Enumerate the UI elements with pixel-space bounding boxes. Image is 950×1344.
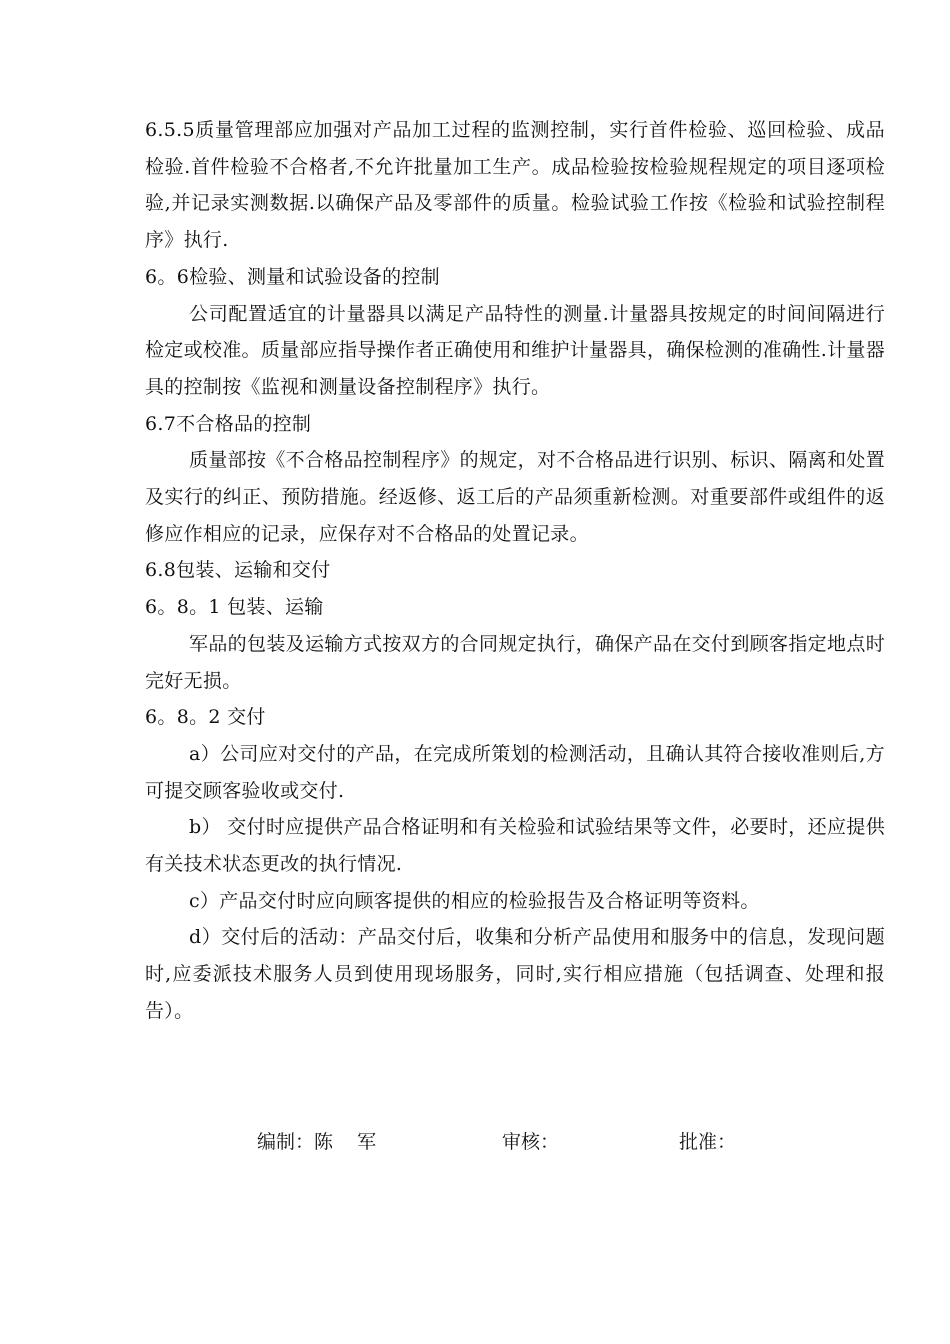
heading-6-8-2: 6。8。2 交付: [145, 706, 266, 729]
heading-6-6: 6。6检验、测量和试验设备的控制: [145, 265, 440, 288]
reviewed-by-label: 审核：: [502, 1131, 560, 1153]
paragraph-item-a: a）公司应对交付的产品，在完成所策划的检测活动，且确认其符合接收准则后,方可提交顾客验收或交付.: [145, 742, 885, 802]
heading-6-8: 6.8包装、运输和交付: [145, 559, 331, 582]
heading-6-7: 6.7不合格品的控制: [145, 412, 312, 435]
heading-6-8-1: 6。8。1 包装、运输: [145, 596, 324, 619]
paragraph-item-d: d）交付后的活动：产品交付后，收集和分析产品使用和服务中的信息，发现问题时,应委派技术服务人员到使用现场服务，同时,实行相应措施（包括调查、处理和报告）。: [145, 926, 885, 1022]
paragraph-6-7-body: 质量部按《不合格品控制程序》的规定，对不合格品进行识别、标识、隔离和处置及实行的纠正、预防措施。经返修、返工后的产品须重新检测。对重要部件或组件的返修应作相应的记录，应保存对不合格品的处置记录。: [145, 449, 885, 545]
paragraph-item-b: b） 交付时应提供产品合格证明和有关检验和试验结果等文件，必要时，还应提供有关技术状态更改的执行情况.: [145, 816, 885, 876]
signature-row: [0, 1124, 950, 1160]
paragraph-6-5-5: 6.5.5质量管理部应加强对产品加工过程的监测控制，实行首件检验、巡回检验、成品检验.首件检验不合格者,不允许批量加工生产。成品检验按检验规程规定的项目逐项检验,并记录实测数据.以确保产品及零部件的质量。检验试验工作按《检验和试验控制程序》执行.: [145, 119, 885, 252]
document-body: [145, 112, 885, 1030]
paragraph-6-6-body: 公司配置适宜的计量器具以满足产品特性的测量.计量器具按规定的时间间隔进行检定或校准。质量部应指导操作者正确使用和维护计量器具，确保检测的准确性.计量器具的控制按《监视和测量设备控制程序》执行。: [145, 302, 885, 398]
paragraph-item-c: c）产品交付时应向顾客提供的相应的检验报告及合格证明等资料。: [189, 889, 760, 912]
paragraph-6-8-1-body: 军品的包装及运输方式按双方的合同规定执行，确保产品在交付到顾客指定地点时完好无损。: [145, 632, 885, 692]
prepared-by-label: 编制：陈 军: [257, 1131, 377, 1153]
approved-by-label: 批准：: [679, 1131, 737, 1153]
